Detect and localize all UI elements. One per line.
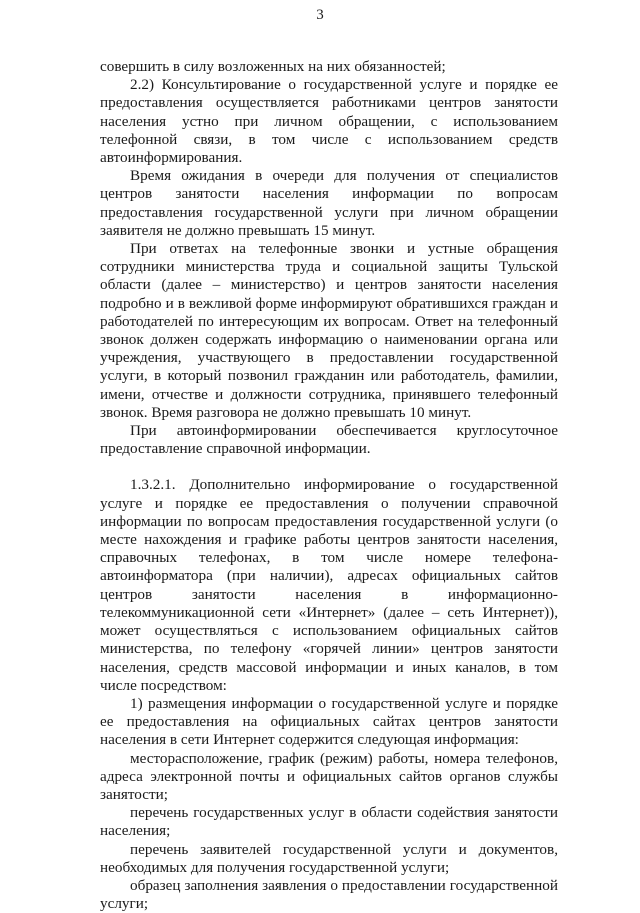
page-number: 3 bbox=[316, 7, 324, 23]
document-body bbox=[100, 58, 558, 913]
paragraph: При ответах на телефонные звонки и устные обращения сотрудники министерства труда и социальной защиты Тульской области (далее – министерство) и центров занятости населения подробно и в вежливой форме информируют обратившихся граждан и работодателей по интересующим их вопросам. Ответ на телефонный звонок должен содержать информацию о наименовании органа или учреждения, участвующего в предоставлении государственной услуги, в который позвонил гражданин или работодатель, фамилии, имени, отчестве и должности сотрудника, принявшего телефонный звонок. Время разговора не должно превышать 10 минут. bbox=[100, 240, 558, 421]
paragraph: перечень заявителей государственной услуги и документов, необходимых для получения государственной услуги; bbox=[100, 840, 558, 876]
paragraph: совершить в силу возложенных на них обязанностей; bbox=[100, 58, 446, 75]
paragraph: перечень государственных услуг в области содействия занятости населения; bbox=[100, 804, 558, 840]
paragraph: 2.2) Консультирование о государственной услуге и порядке ее предоставления осуществляется работниками центров занятости населения устно при личном обращении, с использованием телефонной связи, в том числе с использованием средств автоинформирования. bbox=[100, 76, 558, 167]
paragraph: 1.3.2.1. Дополнительно информирование о государственной услуге и порядке ее предоставления о получении справочной информации по вопросам предоставления государственной услуги (о месте нахождения и графике работы центров занятости населения, справочных телефонах, в том числе номере телефона-автоинформатора (при наличии), адресах официальных сайтов центров занятости населения в информационно-телекоммуникационной сети «Интернет» (далее – сеть Интернет)), может осуществляться с использованием официальных сайтов министерства, по телефону «горячей линии» центров занятости населения, средств массовой информации и иных каналов, в том числе посредством: bbox=[100, 476, 558, 694]
paragraph: образец заполнения заявления о предоставлении государственной услуги; bbox=[100, 876, 558, 913]
paragraph: 1) размещения информации о государственной услуге и порядке ее предоставления на официальных сайтах центров занятости населения в сети Интернет содержится следующая информация: bbox=[100, 694, 558, 749]
paragraph: Время ожидания в очереди для получения от специалистов центров занятости населения информации по вопросам предоставления государственной услуги при личном обращении заявителя не должно превышать 15 минут. bbox=[100, 167, 558, 239]
paragraph: месторасположение, график (режим) работы, номера телефонов, адреса электронной почты и официальных сайтов органов службы занятости; bbox=[100, 749, 558, 803]
paragraph: При автоинформировании обеспечивается круглосуточное предоставление справочной информации. bbox=[100, 422, 558, 458]
